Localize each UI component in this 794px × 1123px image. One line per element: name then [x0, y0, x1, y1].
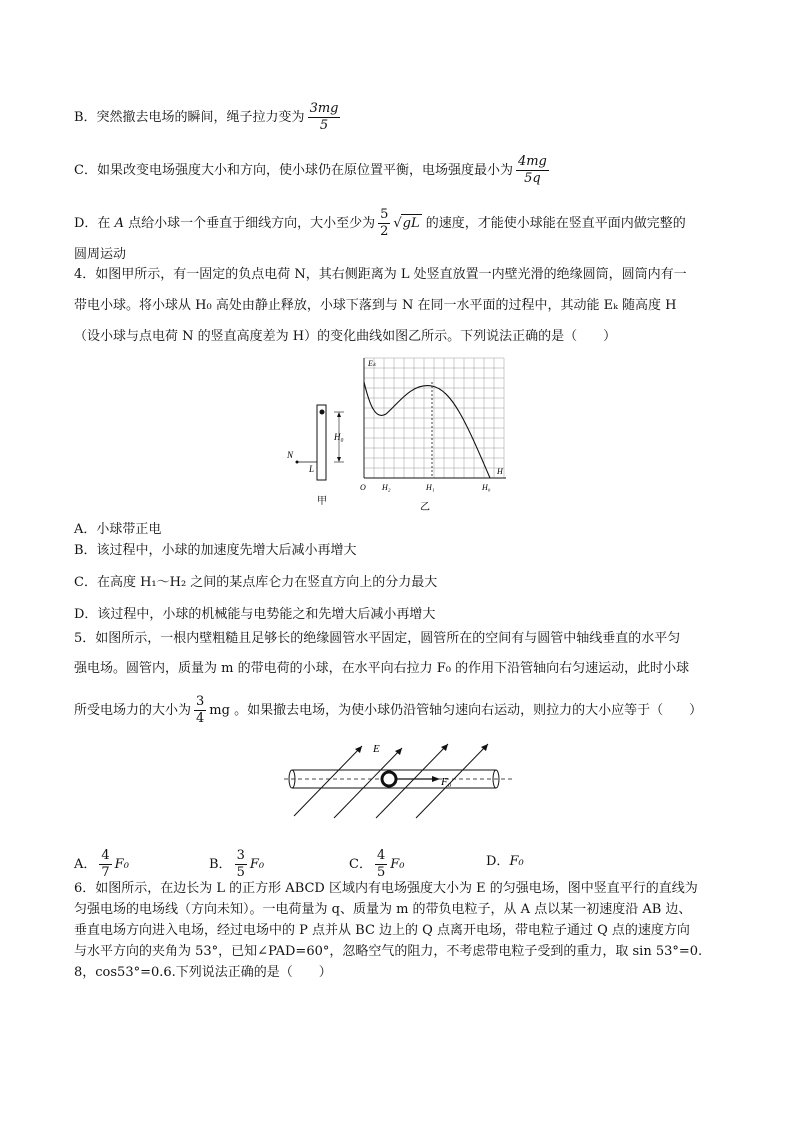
q5-option-c: C． $\frac{4}{5}$ F₀	[349, 848, 405, 880]
q3-option-c: C．如果改变电场强度大小和方向，使小球仍在原位置平衡，电场强度最小为 $\frac{4mg}{5q}$	[74, 154, 547, 186]
q3-option-d-cont: 圆周运动	[74, 247, 127, 262]
ek-curve	[364, 382, 490, 478]
q3-d-fraction: $\frac{5}{2}$	[380, 207, 389, 239]
caption-b: 乙	[420, 502, 430, 513]
ball-icon	[382, 772, 396, 786]
q6-stem-line3: 垂直电场方向进入电场，经过电场中的 P 点并从 BC 边上的 Q 点离开电场，带电粒子通过 Q 点的速度方向	[74, 923, 690, 938]
caption-a: 甲	[317, 496, 327, 507]
q4-figure-a	[284, 400, 364, 510]
q6-stem-line1: 6．如图所示，在边长为 L 的正方形 ABCD 区域内有电场强度大小为 E 的匀强电场，图中竖直平行的直线为	[74, 881, 698, 896]
tick-h2: H₂	[382, 483, 391, 492]
q4-stem-line3: （设小球与点电荷 N 的竖直高度差为 H）的变化曲线如图乙所示。下列说法正确的是（ ）	[74, 329, 617, 344]
label-l: L	[309, 464, 315, 474]
q4-option-b: B．该过程中，小球的加速度先增大后减小再增大	[74, 543, 357, 558]
q6-stem-line4: 与水平方向的夹角为 53°，已知∠PAD=60°，忽略空气的阻力，不考虑带电粒子受到的重力，取 sin 53°=0.	[74, 944, 703, 959]
q4-option-a: A．小球带正电	[74, 522, 162, 537]
q4-option-c: C．在高度 H₁～H₂ 之间的某点库仑力在竖直方向上的分力最大	[74, 575, 438, 590]
q6-stem-line2: 匀强电场的电场线（方向未知）。一电荷量为 q、质量为 m 的带负电粒子，从 A 点以某一初速度沿 AB 边、	[74, 902, 692, 917]
q3-b-fraction: $\frac{3mg}{5}$	[309, 101, 339, 133]
q5-option-d: D．F₀	[486, 854, 524, 869]
q5-option-a: A． $\frac{4}{7}$ F₀	[74, 848, 129, 880]
tick-h1: H₁	[426, 483, 435, 492]
origin-label: O	[360, 483, 366, 492]
y-axis-label: Eₖ	[368, 359, 377, 368]
q5-figure	[276, 738, 522, 824]
x-axis-label: H	[497, 467, 503, 476]
label-f0: F₀	[441, 776, 452, 788]
q5-option-b: B． $\frac{3}{5}$ F₀	[209, 848, 265, 880]
sqrt-icon: √	[393, 216, 402, 231]
q5-stem-line2: 强电场。圆管内，质量为 m 的带电荷的小球，在水平向右拉力 F₀ 的作用下沿管轴向右匀速运动，此时小球	[74, 661, 690, 676]
q6-stem-line5: 8，cos53°=0.6.下列说法正确的是（ ）	[74, 965, 332, 980]
q4-option-d: D．该过程中，小球的机械能与电势能之和先增大后减小再增大	[74, 607, 436, 622]
q3-option-b: B．突然撤去电场的瞬间，绳子拉力变为 $\frac{3mg}{5}$	[74, 101, 339, 133]
tick-h0: H₀	[482, 483, 491, 492]
force-arrow-icon	[432, 776, 440, 782]
q4-figure-b	[354, 352, 514, 517]
q3-option-d: D．在 A 点给小球一个垂直于细线方向，大小至少为 $\frac{5}{2}$ √gL 的速度，才能使小球能在竖直平面内做完整的	[74, 207, 686, 239]
ball-icon	[320, 410, 325, 415]
q4-stem-line1: 4．如图甲所示，有一固定的负点电荷 N，其右侧距离为 L 处竖直放置一内壁光滑的绝缘圆筒，圆筒内有一	[74, 267, 687, 282]
label-n: N	[287, 450, 294, 460]
q3-c-fraction: $\frac{4mg}{5q}$	[517, 154, 547, 186]
q5-stem-line1: 5．如图所示，一根内壁粗糙且足够长的绝缘圆管水平固定，圆管所在的空间有与圆管中轴线垂直的水平匀	[74, 631, 681, 646]
q5-stem-line3: 所受电场力的大小为 $\frac{3}{4}$ mg 。如果撤去电场，为使小球仍沿管轴匀速向右运动，则拉力的大小应等于（ ）	[74, 694, 703, 726]
label-h0: H₀	[334, 432, 344, 442]
q4-stem-line2: 带电小球。将小球从 H₀ 高处由静止释放，小球下落到与 N 在同一水平面的过程中，其动能 Eₖ 随高度 H	[74, 298, 677, 313]
label-e: E	[373, 743, 380, 755]
